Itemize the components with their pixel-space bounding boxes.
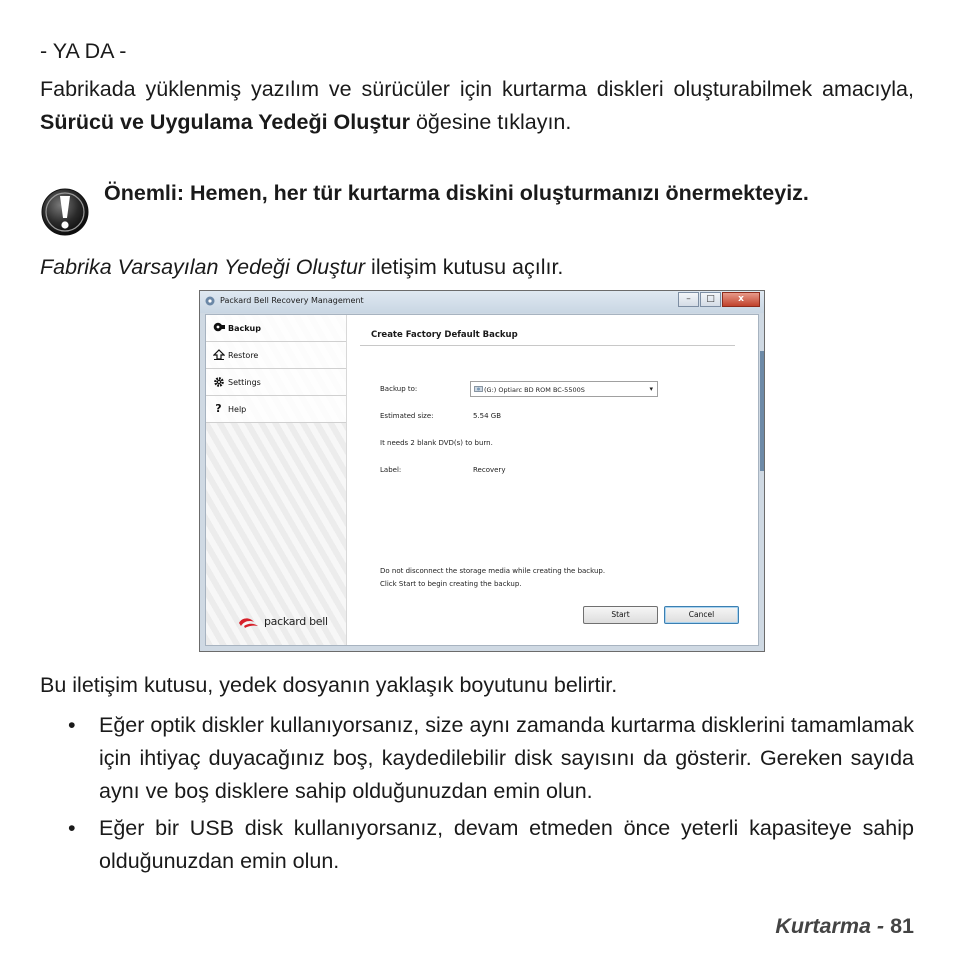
- gear-icon: [212, 376, 225, 388]
- sidebar-label: Restore: [228, 351, 259, 360]
- app-icon: [205, 296, 215, 306]
- minimize-button[interactable]: –: [678, 292, 699, 307]
- bullet-text: Eğer bir USB disk kullanıyorsanız, devam etmeden önce yeterli kapasiteye sahip olduğunuzdan emin olun.: [99, 816, 914, 873]
- brand-name: packard bell: [264, 615, 328, 628]
- dialog-titlebar: [200, 291, 764, 313]
- sidebar-label: Backup: [228, 324, 261, 333]
- recovery-dialog-screenshot: [199, 290, 765, 652]
- restore-icon: [212, 349, 225, 361]
- bullet-list: [40, 709, 914, 882]
- backup-to-value: (G:) Optiarc BD ROM BC-5500S: [484, 385, 585, 394]
- backup-to-label: Backup to:: [380, 385, 418, 393]
- maximize-button[interactable]: □: [700, 292, 721, 307]
- dialog-intro-paragraph: [40, 251, 563, 284]
- intro-bold-term: Sürücü ve Uygulama Yedeği Oluştur: [40, 110, 410, 134]
- intro-text-b: öğesine tıklayın.: [410, 110, 572, 134]
- disc-count-text: It needs 2 blank DVD(s) to burn.: [380, 439, 493, 447]
- label-field-label: Label:: [380, 466, 402, 474]
- estimated-size-label: Estimated size:: [380, 412, 434, 420]
- dialog-sidebar: [206, 315, 347, 645]
- important-text: Önemli: Hemen, her tür kurtarma diskini oluşturmanızı önermekteyiz.: [104, 181, 809, 205]
- window-edge: [760, 351, 764, 471]
- list-item: [40, 709, 914, 808]
- chevron-down-icon: ▾: [649, 385, 653, 393]
- bullet-text: Eğer optik diskler kullanıyorsanız, size aynı zamanda kurtarma disklerini tamamlamak için ihtiyaç duyacağınız boş, kaydedilebilir disk sayısını da gösterir. Gereken sayıda aynı ve boş disklere sahip olduğunuzdan emin olun.: [99, 713, 914, 803]
- bullet-dot: •: [68, 713, 76, 737]
- dialog-name-italic: Fabrika Varsayılan Yedeği Oluştur: [40, 255, 366, 279]
- question-icon: ?: [215, 402, 222, 415]
- intro-paragraph: [40, 73, 914, 139]
- size-paragraph: Bu iletişim kutusu, yedek dosyanın yaklaşık boyutunu belirtir.: [40, 673, 618, 697]
- warning-note: Do not disconnect the storage media while creating the backup.: [380, 567, 606, 575]
- footer-section: Kurtarma -: [775, 914, 885, 938]
- window-controls: [677, 292, 760, 307]
- sidebar-label: Help: [228, 405, 247, 414]
- intro-text-a: Fabrikada yüklenmiş yazılım ve sürücüler için kurtarma diskleri oluşturabilmek amacıyla,: [40, 77, 914, 101]
- drive-icon: [474, 385, 483, 393]
- page-footer: [775, 914, 914, 939]
- dialog-main: [347, 315, 758, 645]
- label-field-value: Recovery: [473, 466, 506, 474]
- close-button[interactable]: x: [722, 292, 760, 307]
- estimated-size-value: 5.54 GB: [473, 412, 502, 420]
- ya-da-text: - YA DA -: [40, 39, 127, 63]
- sidebar-item-backup[interactable]: [206, 315, 346, 342]
- sidebar-label: Settings: [228, 378, 261, 387]
- start-instruction: Click Start to begin creating the backup.: [380, 580, 522, 588]
- exclamation-icon: [40, 187, 90, 237]
- sidebar-item-restore[interactable]: [206, 342, 346, 369]
- sidebar-item-help[interactable]: [206, 396, 346, 423]
- backup-to-select[interactable]: [470, 381, 658, 397]
- dialog-client: [205, 314, 759, 646]
- bullet-dot: •: [68, 816, 76, 840]
- dialog-heading: Create Factory Default Backup: [371, 330, 518, 340]
- start-button[interactable]: Start: [583, 606, 658, 624]
- dialog-title: Packard Bell Recovery Management: [220, 296, 364, 305]
- cancel-button[interactable]: Cancel: [664, 606, 739, 624]
- heading-divider: [360, 345, 735, 346]
- dialog-intro-rest: iletişim kutusu açılır.: [365, 255, 564, 279]
- sidebar-item-settings[interactable]: [206, 369, 346, 396]
- disc-icon: [212, 322, 225, 334]
- list-item: [40, 812, 914, 878]
- page-number: 81: [890, 914, 914, 938]
